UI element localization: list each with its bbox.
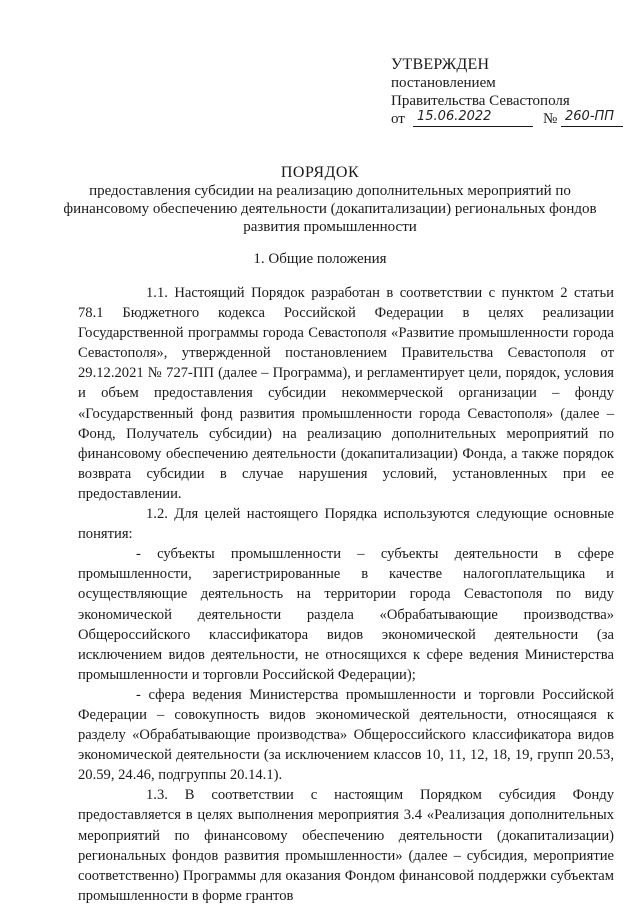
- definition-industry-subjects: - субъекты промышленности – субъекты деятельности в сфере промышленности, зарегистрированные в качестве налогоплательщика и осуществляющие деятельность на территории города Севастополя по виду экономической деятельности раздела «Обрабатывающие производства» Общероссийского классификатора видов экономической деятельности (за исключением видов деятельности, не относящихся к сфере ведения Министерства промышленности и торговли Российской Федерации);: [78, 546, 614, 683]
- number-label: №: [543, 111, 558, 127]
- document-subtitle: предоставления субсидии на реализацию дополнительных мероприятий по финансовому обеспечению деятельности (докапитализации) региональных фондов развития промышленности: [63, 183, 597, 235]
- section-heading: 1. Общие положения: [253, 251, 387, 267]
- approval-title: УТВЕРЖДЕН: [391, 56, 490, 73]
- decree-number: 260-ПП: [561, 108, 623, 127]
- approval-line-decree: постановлением: [391, 75, 496, 91]
- definition-ministry-scope: - сфера ведения Министерства промышленности и торговли Российской Федерации – совокупность видов экономической деятельности, относящаяся к разделу «Обрабатывающие производства» Общероссийского классификатора видов экономической деятельности (за исключением классов 10, 11, 12, 18, 19, групп 20.53, 20.59, 24.46, подгруппы 20.14.1).: [78, 686, 614, 784]
- document-title: ПОРЯДОК: [280, 164, 360, 181]
- decree-date: 15.06.2022: [413, 108, 533, 127]
- paragraph-1-3: 1.3. В соответствии с настоящим Порядком субсидия Фонду предоставляется в целях выполнения мероприятия 3.4 «Реализация дополнительных мероприятий по финансовому обеспечению деятельности (докапитализации) региональных фондов развития промышленности» (далее – субсидия, мероприятие соответственно) Программы для оказания Фондом финансовой поддержки субъектам промышленности в форме грантов: [78, 787, 614, 904]
- paragraph-1-1: 1.1. Настоящий Порядок разработан в соответствии с пунктом 2 статьи 78.1 Бюджетного кодекса Российской Федерации в целях реализации Государственной программы города Севастополя «Развитие промышленности города Севастополя», утвержденной постановлением Правительства Севастополя от 29.12.2021 № 727-ПП (далее – Программа), и регламентирует цели, порядок, условия и объем предоставления субсидии некоммерческой организации – фонду «Государственный фонд развития промышленности города Севастополя» (далее – Фонд, Получатель субсидии) на реализацию дополнительных мероприятий по финансовому обеспечению деятельности (докапитализации) Фонда, а также порядок возврата субсидии в случае нарушения условий, установленных при ее предоставлении.: [78, 285, 614, 502]
- approval-stamp: [391, 56, 623, 128]
- approval-line-government: Правительства Севастополя: [391, 93, 570, 109]
- approval-date-line: [391, 110, 623, 128]
- paragraph-1-2: 1.2. Для целей настоящего Порядка используются следующие основные понятия:: [78, 506, 614, 543]
- date-prefix: от: [391, 111, 405, 127]
- document-body: [78, 283, 614, 906]
